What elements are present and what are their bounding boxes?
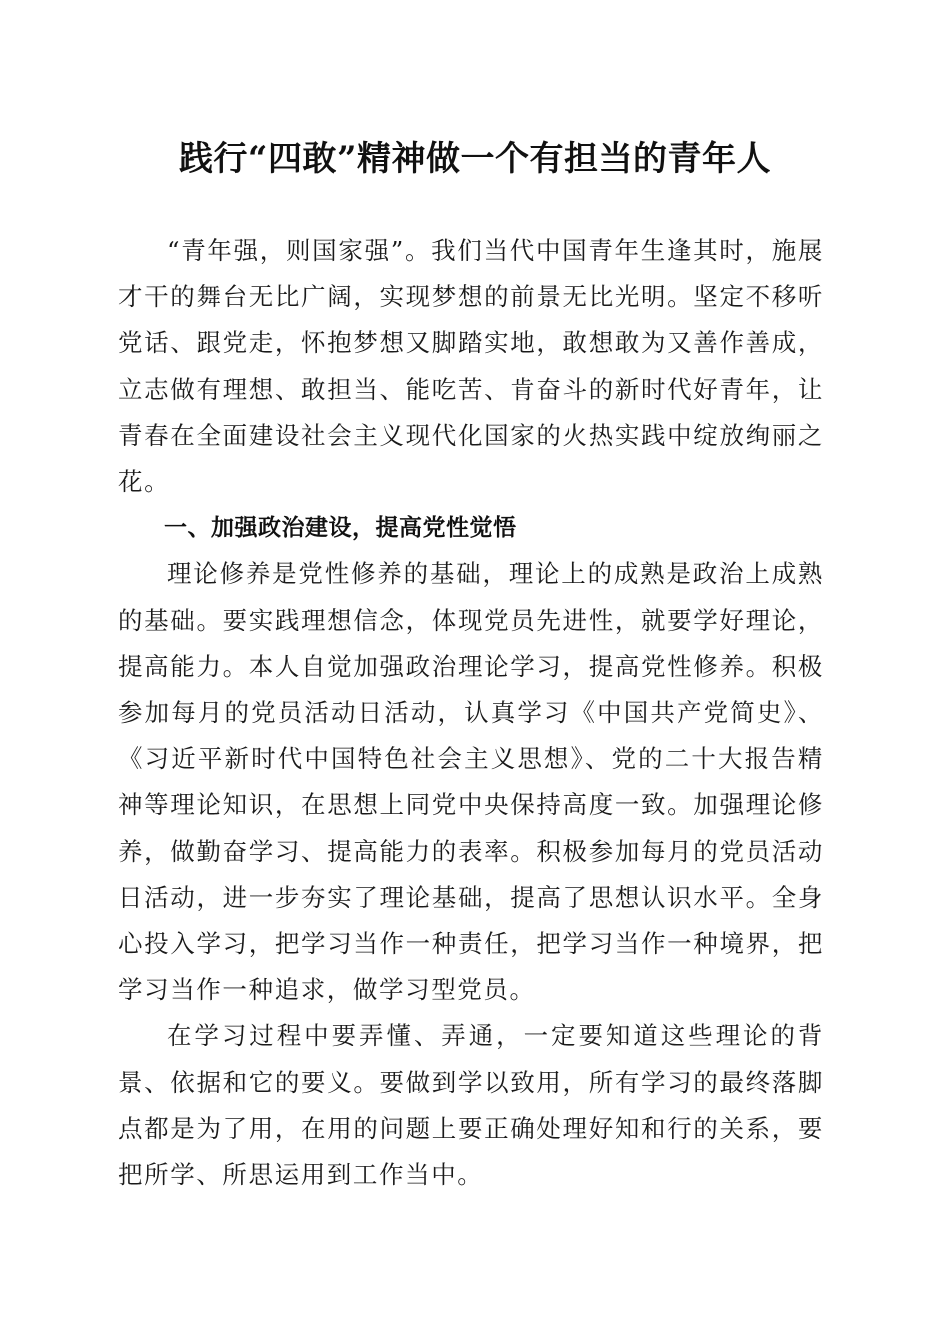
document-body xyxy=(118,228,824,1198)
document-title: 践行“四敢”精神做一个有担当的青年人 xyxy=(178,139,772,179)
section-paragraph-2: 在学习过程中要弄懂、弄通，一定要知道这些理论的背景、依据和它的要义。要做到学以致用，所有学习的最终落脚点都是为了用，在用的问题上要正确处理好知和行的关系，要把所学、所思运用到工作当中。 xyxy=(118,1021,824,1190)
intro-paragraph: “青年强，则国家强”。我们当代中国青年生逢其时，施展才干的舞台无比广阔，实现梦想的前景无比光明。坚定不移听党话、跟党走，怀抱梦想又脚踏实地，敢想敢为又善作善成，立志做有理想、敢担当、能吃苦、肯奋斗的新时代好青年，让青春在全面建设社会主义现代化国家的火热实践中绽放绚丽之花。 xyxy=(118,236,824,497)
section-heading: 一、加强政治建设，提高党性觉悟 xyxy=(164,515,517,542)
section-paragraph-1: 理论修养是党性修养的基础，理论上的成熟是政治上成熟的基础。要实践理想信念，体现党员先进性，就要学好理论，提高能力。本人自觉加强政治理论学习，提高党性修养。积极参加每月的党员活动日活动，认真学习《中国共产党简史》、《习近平新时代中国特色社会主义思想》、党的二十大报告精神等理论知识，在思想上同党中央保持高度一致。加强理论修养，做勤奋学习、提高能力的表率。积极参加每月的党员活动日活动，进一步夯实了理论基础，提高了思想认识水平。全身心投入学习，把学习当作一种责任，把学习当作一种境界，把学习当作一种追求，做学习型党员。 xyxy=(118,559,824,1005)
